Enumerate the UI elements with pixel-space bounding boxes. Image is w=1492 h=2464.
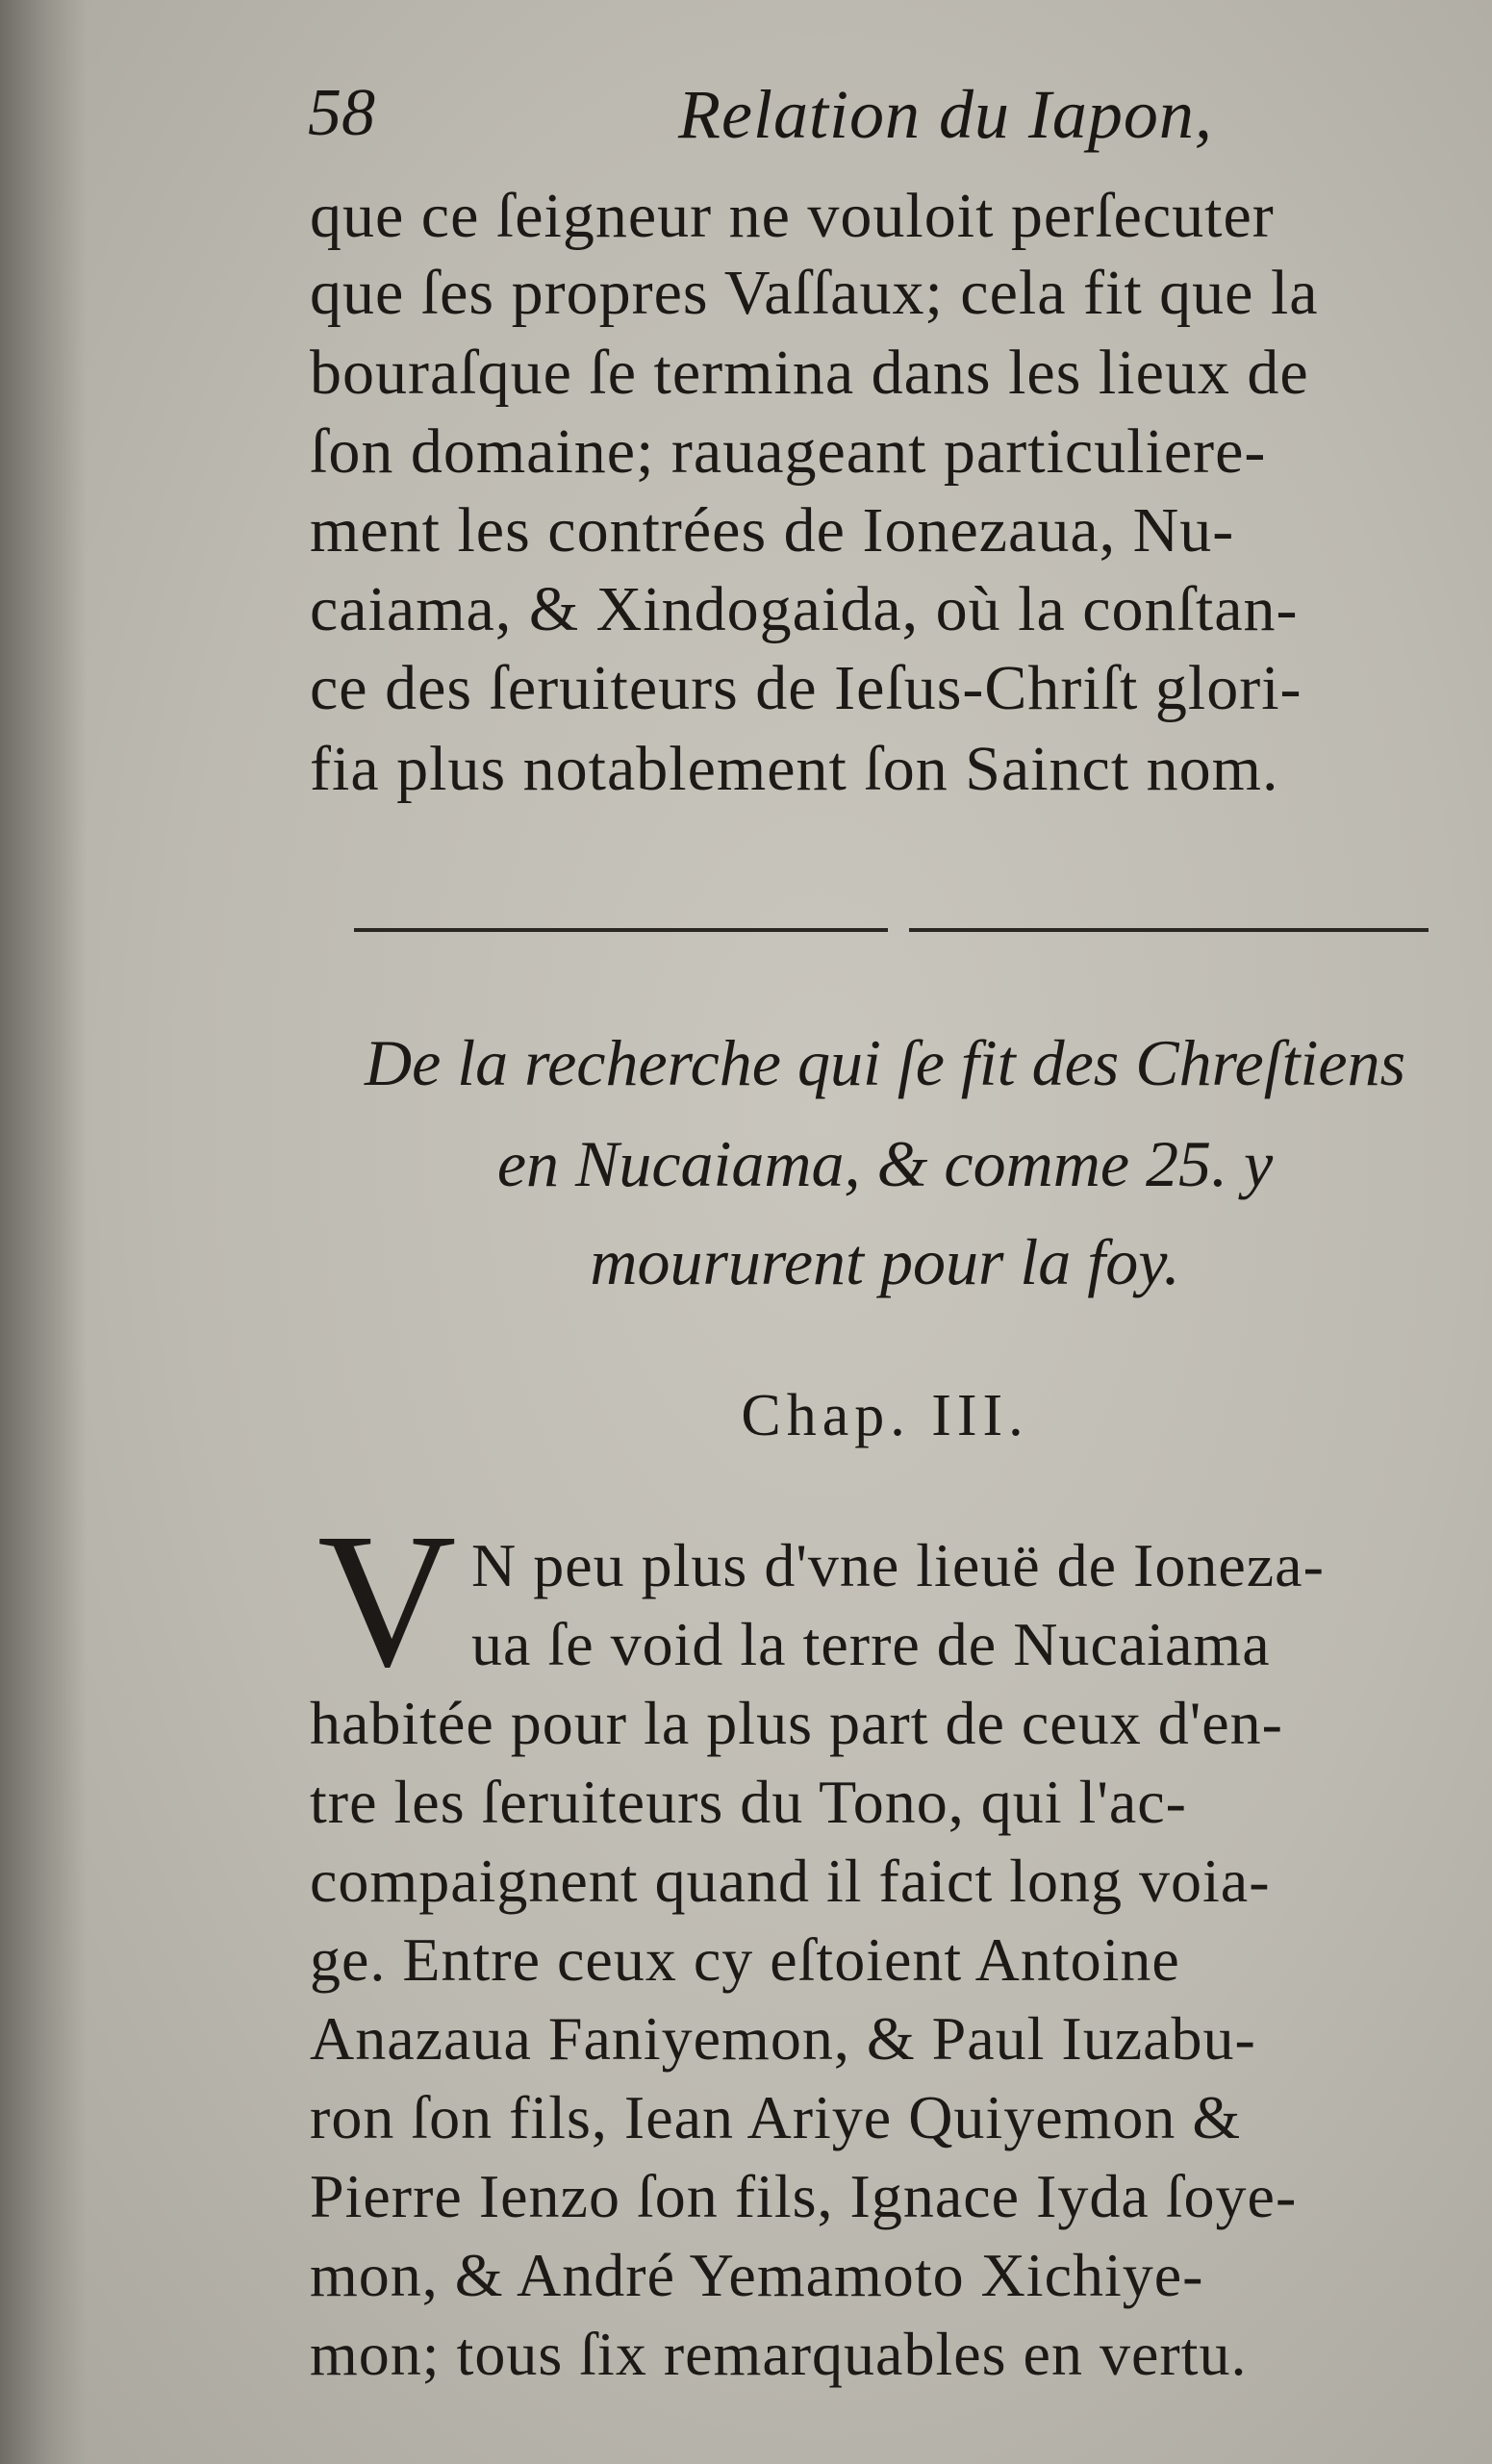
text-line: mon; tous ſix remarquables en vertu.: [310, 2320, 1248, 2388]
heading-line: moururent pour la foy.: [590, 1225, 1180, 1298]
text-line: Pierre Ienzo ſon fils, Ignace Iyda ſoye-: [310, 2162, 1298, 2230]
page-number: 58: [308, 76, 375, 150]
running-head: [308, 75, 1462, 181]
heading-line: De la recherche qui ſe fit des Chreſtiens: [364, 1026, 1406, 1099]
text-line: ment les contrées de Ionezaua, Nu-: [310, 495, 1235, 566]
text-line: ſon domaine; rauageant particuliere-: [310, 416, 1267, 487]
text-line: bouraſque ſe termina dans les lieux de: [310, 338, 1309, 408]
drop-cap: V: [317, 1495, 457, 1707]
text-line: fia plus notablement ſon Sainct nom.: [310, 734, 1279, 804]
chapter-label: Chap. III.: [741, 1383, 1029, 1448]
text-line: ua ſe void la terre de Nucaiama: [471, 1610, 1271, 1678]
text-line: que ce ſeigneur ne vouloit perſecuter: [310, 181, 1275, 251]
text-line: habitée pour la plus part de ceux d'en-: [310, 1689, 1283, 1757]
text-line: compaignent quand il faict long voia-: [310, 1847, 1271, 1915]
section-rule-left: [354, 928, 888, 932]
text-line: que ſes propres Vaſſaux; cela fit que la: [310, 258, 1319, 328]
text-line: mon, & André Yemamoto Xichiye-: [310, 2241, 1204, 2309]
running-title: Relation du Iapon,: [678, 76, 1213, 153]
text-line: caiama, & Xindogaida, où la conſtan-: [310, 574, 1299, 644]
page-gutter-shadow: [0, 0, 87, 2464]
section-rule-right: [909, 928, 1429, 932]
text-line: ce des ſeruiteurs de Ieſus-Chriſt glori-: [310, 653, 1302, 723]
text-line: tre les ſeruiteurs du Tono, qui l'ac-: [310, 1768, 1187, 1836]
heading-line: en Nucaiama, & comme 25. y: [496, 1127, 1274, 1200]
text-line: ron ſon fils, Iean Ariye Quiyemon &: [310, 2083, 1242, 2151]
text-line: ge. Entre ceux cy eſtoient Antoine: [310, 1925, 1180, 1994]
text-line: N peu plus d'vne lieuë de Ioneza-: [471, 1531, 1325, 1599]
text-line: Anazaua Faniyemon, & Paul Iuzabu-: [310, 2004, 1256, 2073]
